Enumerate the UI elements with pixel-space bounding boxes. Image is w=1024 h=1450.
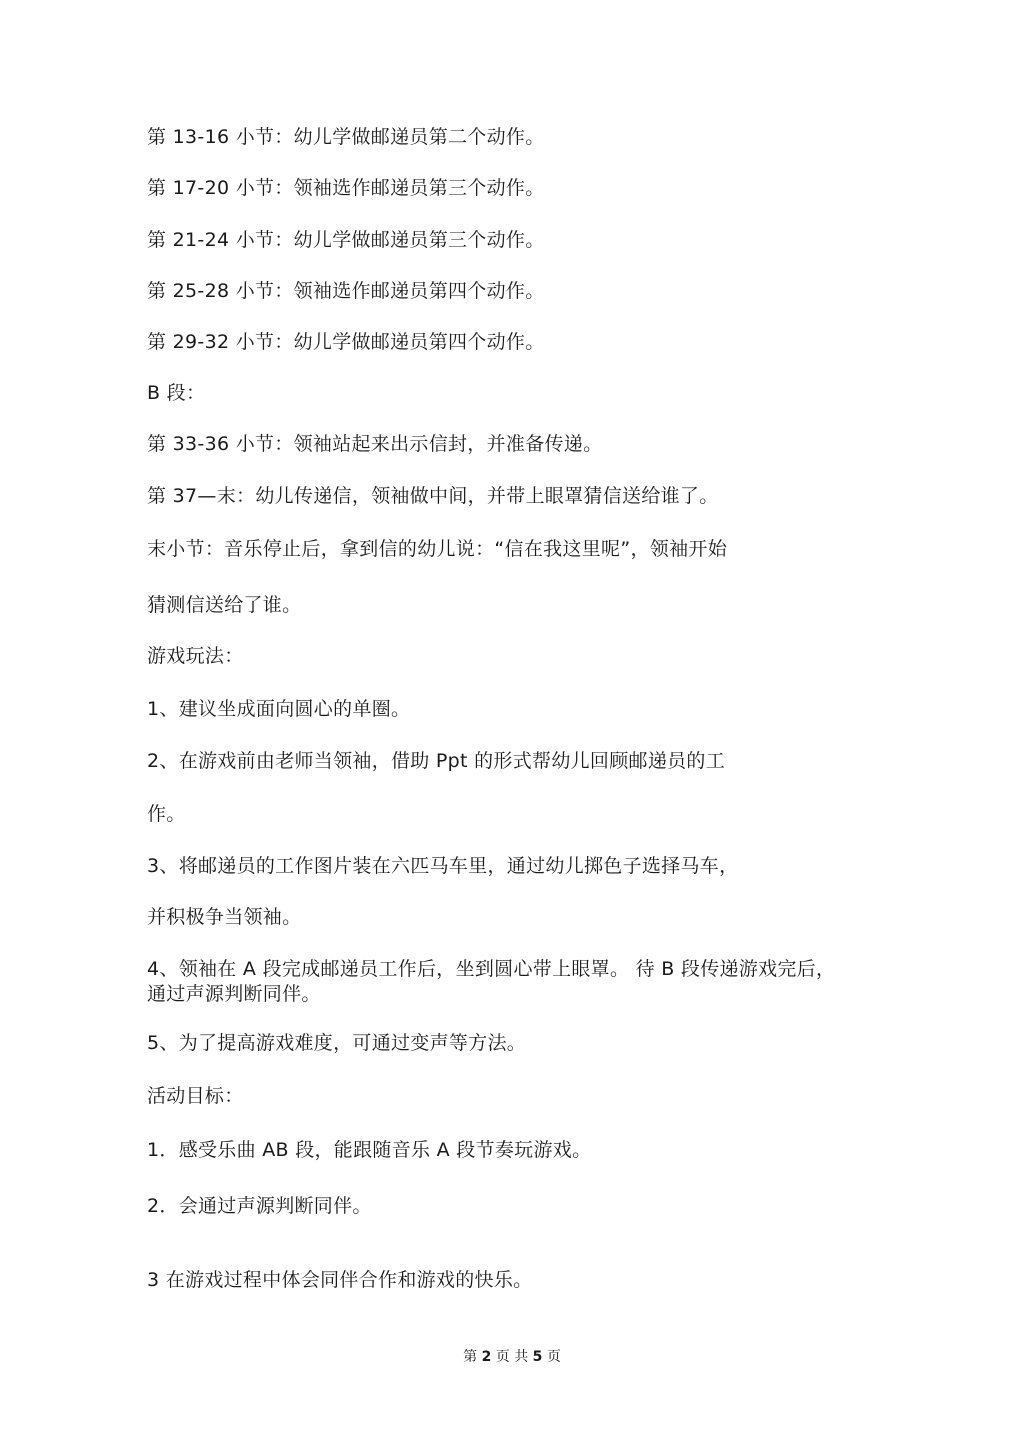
text-line: 第 13-16 小节：幼儿学做邮递员第二个动作。	[147, 126, 545, 148]
text-line: 第 25-28 小节：领袖选作邮递员第四个动作。	[147, 280, 545, 302]
list-item: 2、在游戏前由老师当领袖，借助 Ppt 的形式帮幼儿回顾邮递员的工	[147, 750, 726, 772]
section-heading: B 段：	[147, 382, 206, 404]
footer-prefix: 第	[463, 1349, 478, 1365]
text-line: 第 17-20 小节：领袖选作邮递员第三个动作。	[147, 177, 545, 199]
list-item: 1．感受乐曲 AB 段，能跟随音乐 A 段节奏玩游戏。	[147, 1139, 592, 1161]
current-page-number: 2	[481, 1349, 492, 1365]
footer-middle: 页 共	[495, 1349, 529, 1365]
text-line: 第 21-24 小节：幼儿学做邮递员第三个动作。	[147, 229, 545, 251]
list-item: 4、领袖在 A 段完成邮递员工作后，坐到圆心带上眼罩。 待 B 段传递游戏完后，	[147, 958, 836, 980]
text-line: 第 37—末：幼儿传递信，领袖做中间，并带上眼罩猜信送给谁了。	[147, 485, 719, 507]
section-heading: 游戏玩法：	[147, 645, 244, 667]
list-item: 1、建议坐成面向圆心的单圈。	[147, 698, 411, 720]
list-item: 3 在游戏过程中体会同伴合作和游戏的快乐。	[147, 1269, 533, 1291]
text-line: 并积极争当领袖。	[147, 906, 302, 928]
footer-suffix: 页	[546, 1349, 561, 1365]
text-line: 末小节：音乐停止后，拿到信的幼儿说：“信在我这里呢”，领袖开始	[147, 538, 727, 560]
list-item: 5、为了提高游戏难度，可通过变声等方法。	[147, 1032, 527, 1054]
section-heading: 活动目标：	[147, 1085, 244, 1107]
text-line: 第 29-32 小节：幼儿学做邮递员第四个动作。	[147, 331, 545, 353]
text-line: 第 33-36 小节：领袖站起来出示信封，并准备传递。	[147, 433, 603, 455]
list-item: 3、将邮递员的工作图片装在六匹马车里，通过幼儿掷色子选择马车，	[147, 855, 739, 877]
list-item: 2．会通过声源判断同伴。	[147, 1195, 372, 1217]
page-footer	[0, 1347, 1024, 1367]
total-page-number: 5	[532, 1349, 543, 1365]
text-line: 猜测信送给了谁。	[147, 594, 302, 616]
text-line: 通过声源判断同伴。	[147, 983, 321, 1005]
text-line: 作。	[147, 803, 186, 825]
